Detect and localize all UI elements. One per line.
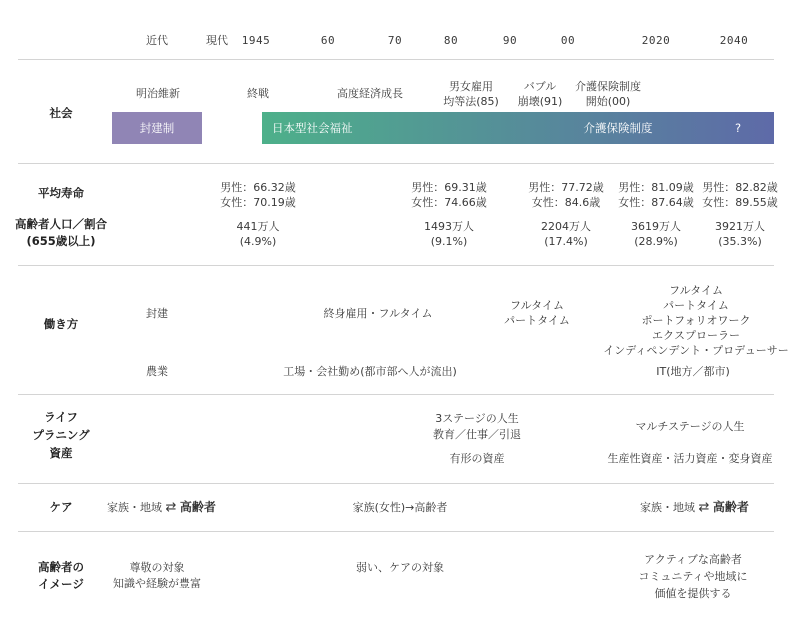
welfare-bar (262, 112, 774, 144)
row-label-lifeplan-2: プラニング (32, 428, 90, 442)
elderly-pop: 441万人 (236, 220, 280, 233)
care-right-family: 家族・地域 (640, 501, 695, 514)
image-left-2: 知識や経験が豊富 (113, 577, 201, 590)
elderly-ratio: (4.9%) (239, 235, 277, 248)
future-work-1: フルタイム (669, 284, 723, 297)
era-kindai: 近代 (146, 34, 168, 47)
event-bubble-2: 崩壊(91) (517, 95, 563, 108)
work-kojo: 工場・会社勤め(都市部へ人が流出) (283, 365, 457, 378)
care-right-elderly: 高齢者 (712, 500, 749, 514)
event-kaigo-2: 開始(00) (585, 95, 631, 108)
male-life: 男性：81.09歳 (618, 181, 694, 194)
female-life: 女性：87.64歳 (618, 196, 694, 209)
work-fulltime: フルタイム (510, 299, 564, 312)
separator (18, 59, 774, 60)
male-life: 男性：77.72歳 (528, 181, 604, 194)
year-80: 80 (443, 34, 459, 47)
row-label-image-1: 高齢者の (38, 560, 84, 574)
image-right-3: 価値を提供する (654, 587, 732, 600)
elderly-pop: 1493万人 (424, 220, 474, 233)
event-danjo-1: 男女雇用 (449, 80, 493, 93)
separator (18, 163, 774, 164)
year-2020: 2020 (641, 34, 671, 47)
event-kodo: 高度経済成長 (337, 87, 403, 100)
female-life: 女性：84.6歳 (531, 196, 601, 209)
exchange-arrow-icon: ⇄ (698, 500, 710, 515)
future-work-4: エクスプローラー (652, 329, 740, 342)
year-00: 00 (560, 34, 576, 47)
year-1945: 1945 (241, 34, 271, 47)
image-right-2: コミュニティや地域に (638, 570, 748, 583)
image-left-1: 尊敬の対象 (129, 561, 185, 574)
care-left (107, 500, 216, 515)
elderly-pop: 3921万人 (715, 220, 765, 233)
row-label-pop-2: (655歳以上) (26, 234, 96, 248)
work-hoken: 封建 (146, 307, 168, 320)
exchange-arrow-icon: ⇄ (165, 500, 177, 515)
row-label-lifeplan-1: ライフ (44, 410, 78, 424)
care-left-family: 家族・地域 (107, 501, 162, 514)
work-nogyo: 農業 (146, 365, 168, 378)
image-mid: 弱い、ケアの対象 (356, 561, 444, 574)
work-shushin: 終身雇用・フルタイム (323, 307, 433, 320)
female-life: 女性：70.19歳 (220, 196, 296, 209)
future-work-5: インディペンデント・プロデューサー (603, 344, 789, 357)
care-mid: 家族(女性)→高齢者 (352, 501, 448, 514)
tangible-assets: 有形の資産 (449, 452, 505, 465)
care-right (640, 500, 749, 515)
female-life: 女性：89.55歳 (702, 196, 778, 209)
row-label-life: 平均寿命 (38, 186, 84, 200)
row-label-pop-1: 高齢者人口／割合 (15, 217, 107, 231)
future-question: ? (734, 121, 742, 135)
image-right-1: アクティブな高齢者 (644, 553, 742, 566)
intangible-assets: 生産性資産・活力資産・変身資産 (607, 452, 773, 465)
year-70: 70 (387, 34, 403, 47)
event-meiji: 明治維新 (136, 87, 180, 100)
event-danjo-2: 均等法(85) (443, 95, 499, 108)
care-left-elderly: 高齢者 (179, 500, 216, 514)
event-kaigo-1: 介護保険制度 (575, 80, 641, 93)
year-60: 60 (320, 34, 336, 47)
three-stage-life: 3ステージの人生 (435, 412, 519, 425)
future-work-3: ポートフォリオワーク (641, 314, 751, 327)
feudal-bar (112, 112, 202, 144)
year-90: 90 (502, 34, 518, 47)
female-life: 女性：74.66歳 (411, 196, 487, 209)
separator (18, 394, 774, 395)
row-label-work: 働き方 (43, 317, 79, 331)
welfare-bar-label: 日本型社会福祉 (272, 121, 353, 135)
elderly-ratio: (17.4%) (544, 235, 588, 248)
elderly-ratio: (28.9%) (634, 235, 678, 248)
elderly-ratio: (9.1%) (430, 235, 468, 248)
elderly-ratio: (35.3%) (718, 235, 762, 248)
row-label-lifeplan-3: 資産 (49, 446, 73, 460)
multi-stage-life: マルチステージの人生 (635, 420, 745, 433)
event-bubble-1: バブル (523, 80, 557, 93)
work-parttime: パートタイム (504, 314, 570, 327)
male-life: 男性：82.82歳 (702, 181, 778, 194)
elderly-pop: 2204万人 (541, 220, 591, 233)
row-label-care: ケア (49, 500, 73, 514)
future-work-2: パートタイム (663, 299, 729, 312)
work-it: IT(地方／都市) (656, 365, 730, 378)
event-shusen: 終戦 (247, 87, 269, 100)
male-life: 男性：66.32歳 (220, 181, 296, 194)
kaigo-bar-label: 介護保険制度 (583, 121, 653, 135)
row-label-image-2: イメージ (38, 577, 84, 591)
male-life: 男性：69.31歳 (411, 181, 487, 194)
era-gendai: 現代 (206, 34, 228, 47)
separator (18, 265, 774, 266)
row-label-society: 社会 (49, 106, 73, 120)
separator (18, 483, 774, 484)
feudal-bar-label: 封建制 (139, 121, 175, 135)
separator (18, 531, 774, 532)
three-stage-detail: 教育／仕事／引退 (433, 428, 521, 441)
year-2040: 2040 (719, 34, 749, 47)
elderly-pop: 3619万人 (631, 220, 681, 233)
